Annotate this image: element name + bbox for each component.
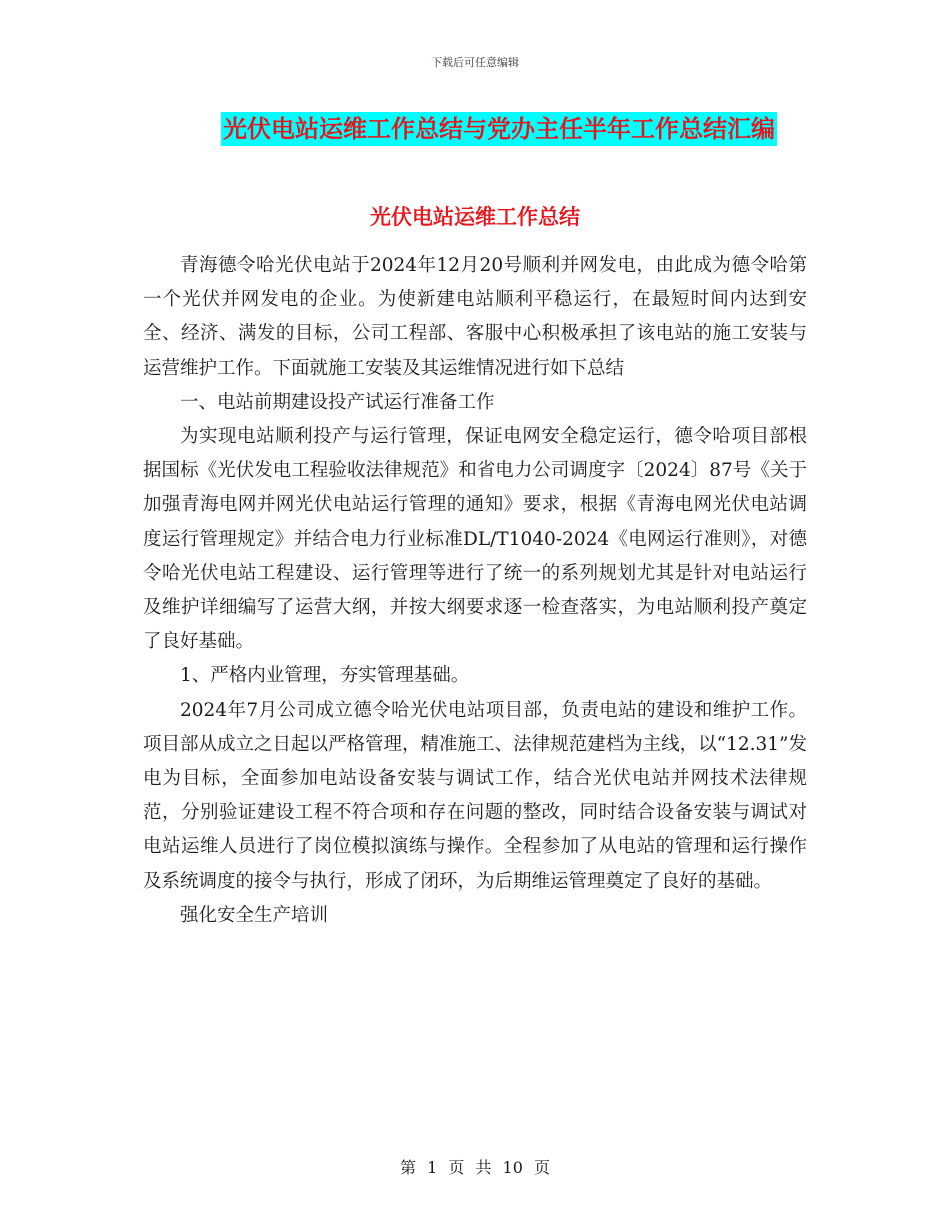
paragraph-heading: 1、严格内业管理，夯实管理基础。 <box>180 665 470 687</box>
main-title-container <box>0 112 950 146</box>
page-number-footer: 第 1 页 共 10 页 <box>400 1158 550 1177</box>
document-main-title: 光伏电站运维工作总结与党办主任半年工作总结汇编 <box>221 112 777 146</box>
document-body <box>143 249 807 933</box>
paragraph: 青海德令哈光伏电站于2024年12月20号顺利并网发电，由此成为德令哈第一个光伏并网发电的企业。为使新建电站顺利平稳运行，在最短时间内达到安全、经济、满发的目标，公司工程部、客服中心积极承担了该电站的施工安装与运营维护工作。下面就施工安装及其运维情况进行如下总结 <box>143 255 807 379</box>
paragraph: 2024年7月公司成立德令哈光伏电站项目部，负责电站的建设和维护工作。项目部从成立之日起以严格管理，精准施工、法律规范建档为主线，以“12.31”发电为目标，全面参加电站设备安装与调试工作，结合光伏电站并网技术法律规范，分别验证建设工程不符合项和存在问题的整改，同时结合设备安装与调试对电站运维人员进行了岗位模拟演练与操作。全程参加了从电站的管理和运行操作及系统调度的接令与执行，形成了闭环，为后期维运管理奠定了良好的基础。 <box>143 699 807 892</box>
paragraph-heading: 一、电站前期建设投产试运行准备工作 <box>180 391 495 413</box>
paragraph: 为实现电站顺利投产与运行管理，保证电网安全稳定运行，德令哈项目部根据国标《光伏发电工程验收法律规范》和省电力公司调度字〔2024〕87号《关于加强青海电网并网光伏电站运行管理的通知》要求，根据《青海电网光伏电站调度运行管理规定》并结合电力行业标准DL/T1040-2024《电网运行准则》，对德令哈光伏电站工程建设、运行管理等进行了统一的系列规划尤其是针对电站运行及维护详细编写了运营大纲，并按大纲要求逐一检查落实，为电站顺利投产奠定了良好基础。 <box>143 426 807 653</box>
paragraph-heading: 强化安全生产培训 <box>180 904 329 926</box>
header-note: 下载后可任意编辑 <box>431 56 519 69</box>
section-title: 光伏电站运维工作总结 <box>370 204 580 229</box>
